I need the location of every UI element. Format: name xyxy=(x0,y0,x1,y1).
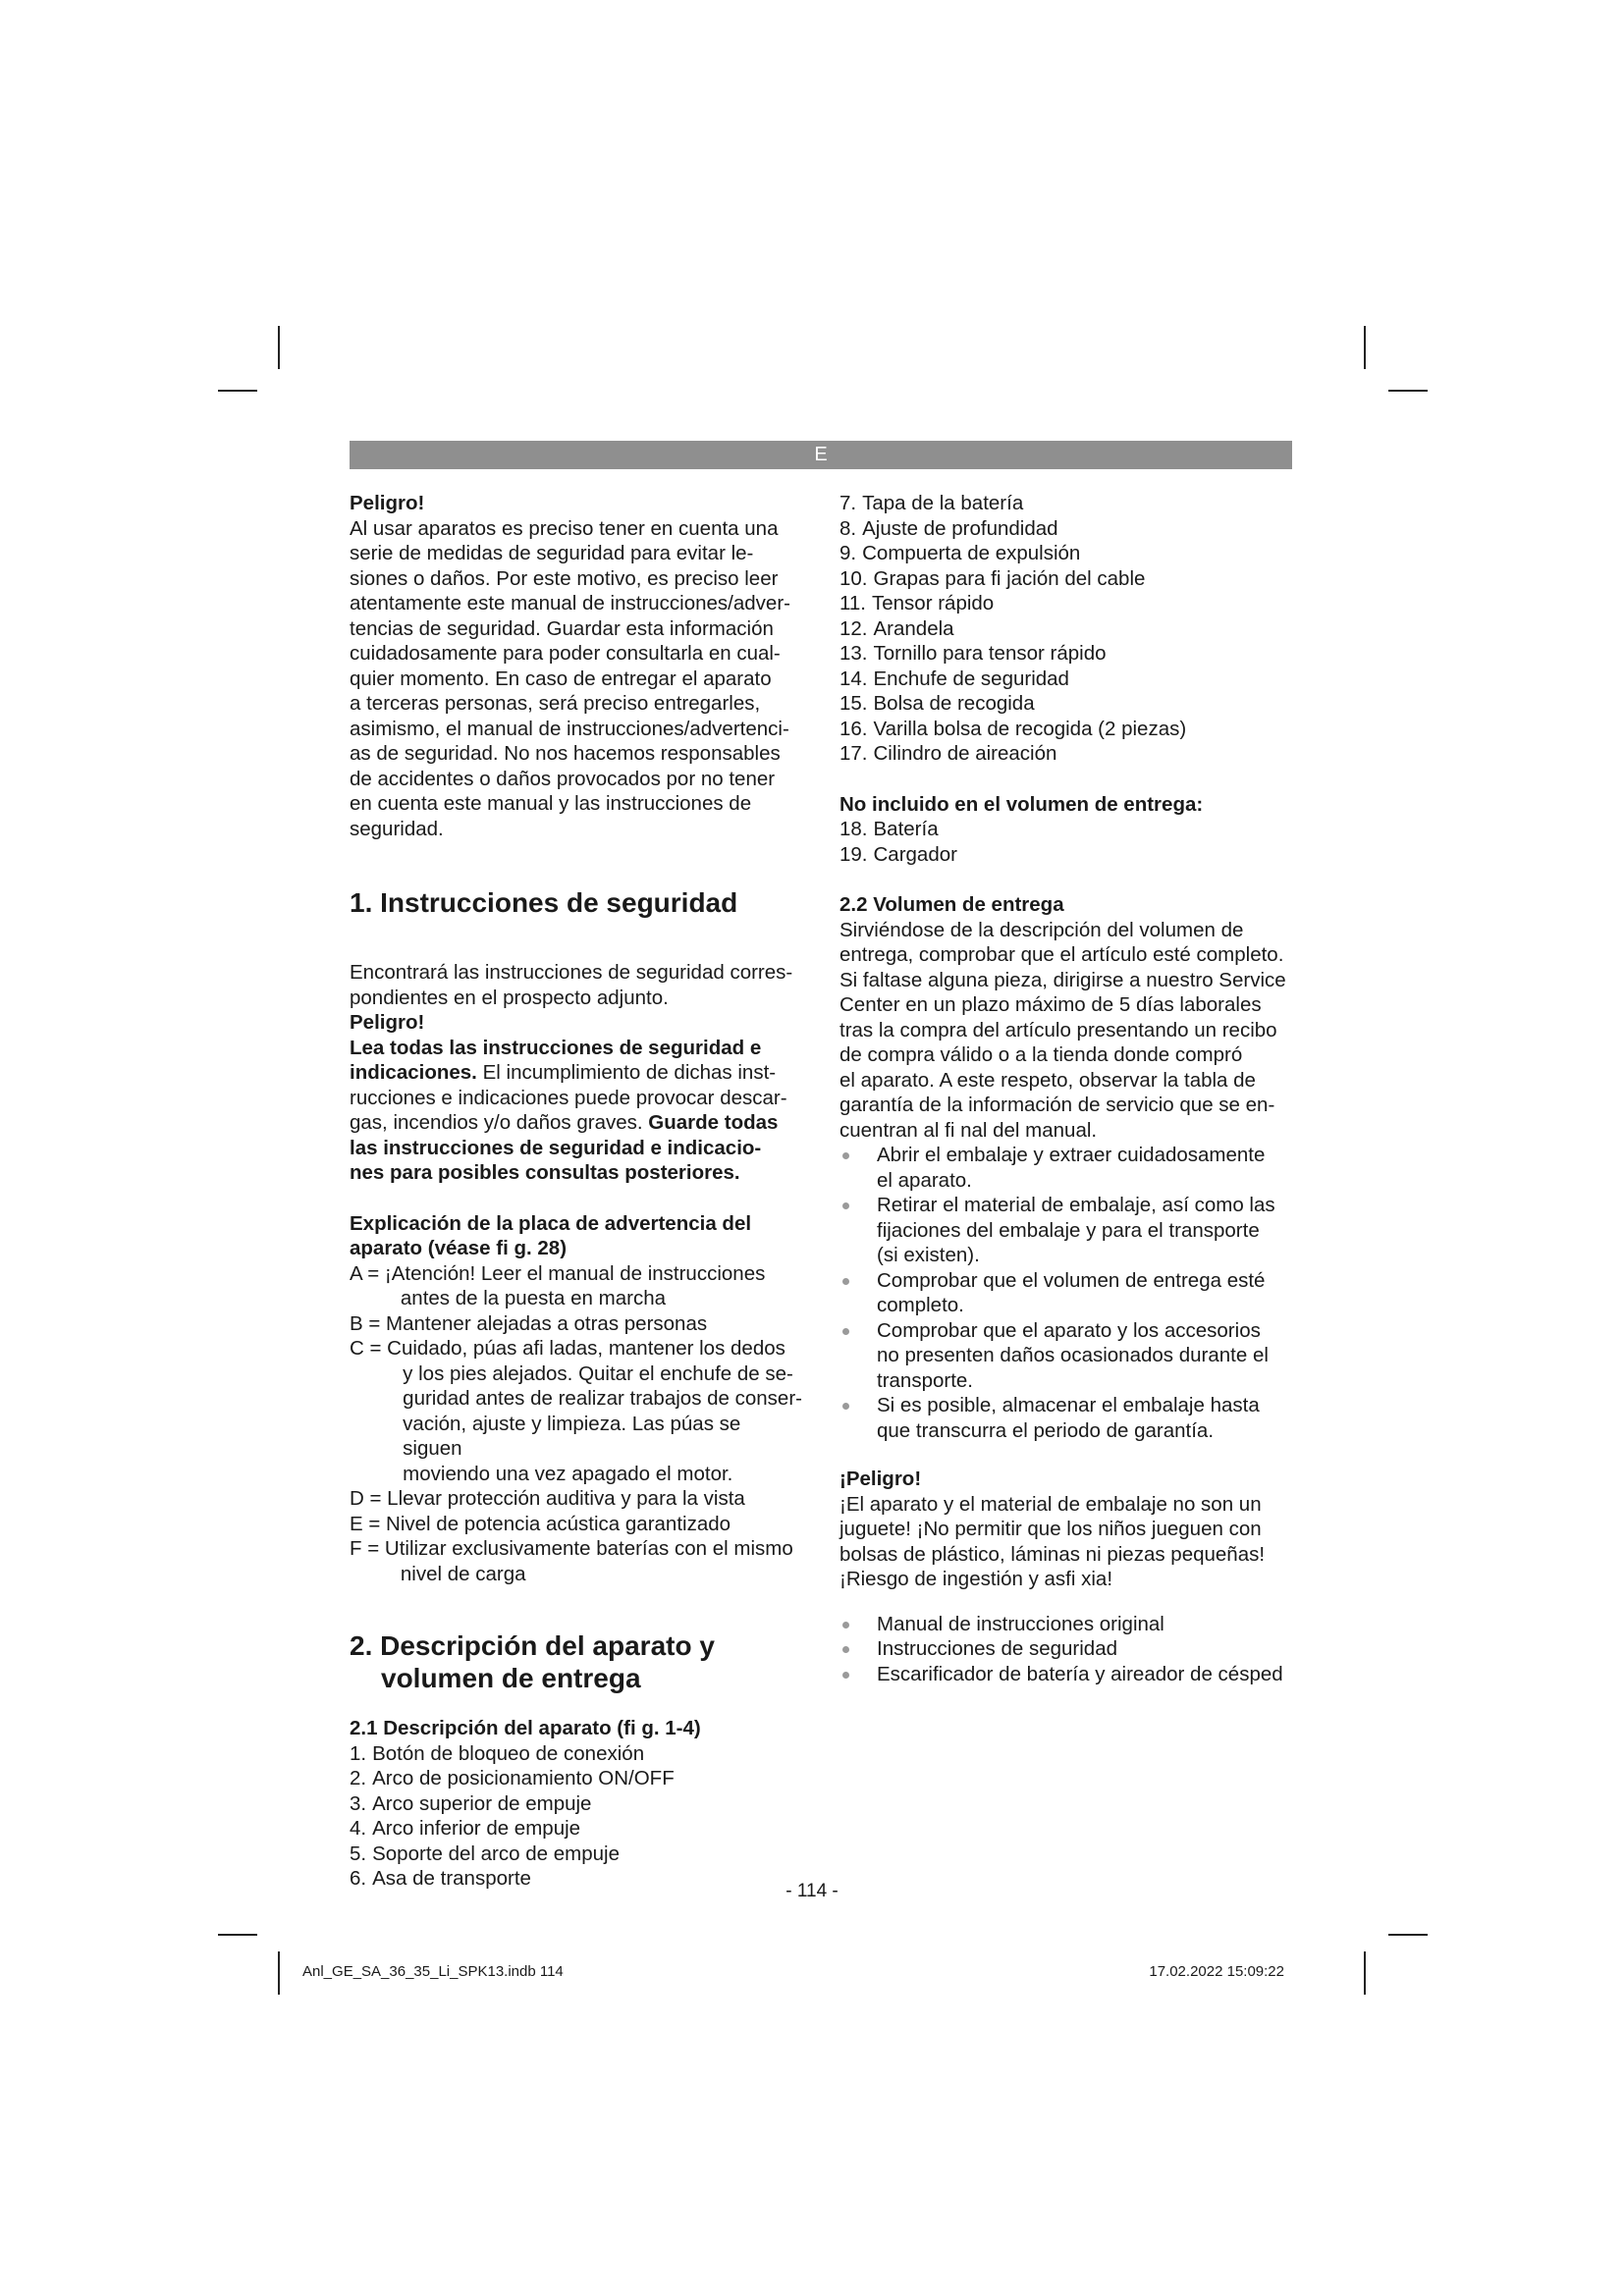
part-item xyxy=(350,1816,803,1842)
step-line: completo. xyxy=(877,1294,964,1316)
delivery-line: de compra válido o a la tienda donde compró xyxy=(839,1043,1243,1066)
part-label: Ajuste de profundidad xyxy=(862,516,1058,540)
danger-label: Peligro! xyxy=(350,1011,425,1034)
danger-line: las instrucciones de seguridad e indicacio- xyxy=(350,1136,762,1159)
part-item xyxy=(839,691,1295,717)
part-item xyxy=(839,566,1295,592)
warning-line: ¡Riesgo de ingestión y asfi xia! xyxy=(839,1568,1113,1590)
part-number: 2. xyxy=(350,1767,367,1789)
step-line: Si es posible, almacenar el embalaje hasta xyxy=(877,1394,1260,1416)
danger-line xyxy=(350,1060,803,1086)
part-label: Bolsa de recogida xyxy=(873,692,1035,715)
section1-line: Encontrará las instrucciones de seguridad corres- xyxy=(350,961,793,984)
plate-value-line: antes de la puesta en marcha xyxy=(400,1287,666,1309)
document-item xyxy=(839,1636,1295,1662)
step-line: el aparato. xyxy=(877,1168,972,1192)
delivery-line: Sirviéndose de la descripción del volumen de xyxy=(839,918,1244,941)
plate-value xyxy=(386,1512,803,1537)
plate-legend-item xyxy=(350,1536,803,1586)
danger-bold-span: indicaciones. xyxy=(350,1061,477,1084)
part-label: Varilla bolsa de recogida (2 piezas) xyxy=(873,717,1187,740)
danger-text-span: El incumplimiento de dichas inst- xyxy=(476,1061,777,1084)
crop-mark xyxy=(218,390,257,392)
section2-title-line: volumen de entrega xyxy=(381,1663,641,1693)
part-number: 19. xyxy=(839,842,868,866)
part-item xyxy=(350,1791,803,1817)
intro-line: tencias de seguridad. Guardar esta información xyxy=(350,616,774,640)
step-line: Abrir el embalaje y extraer cuidadosamente xyxy=(877,1144,1266,1166)
intro-paragraph xyxy=(350,516,803,842)
step-line: Comprobar que el volumen de entrega esté xyxy=(877,1268,1266,1292)
part-number: 17. xyxy=(839,742,868,765)
crop-mark xyxy=(1364,326,1366,369)
part-number: 8. xyxy=(839,516,857,540)
step-line: (si existen). xyxy=(877,1244,980,1266)
part-number: 13. xyxy=(839,642,868,665)
crop-mark xyxy=(1388,1934,1428,1936)
step-line: Comprobar que el aparato y los accesorios xyxy=(877,1318,1261,1342)
part-item xyxy=(839,741,1295,767)
warning-line: juguete! ¡No permitir que los niños jueguen con xyxy=(839,1518,1262,1540)
part-label: Batería xyxy=(873,818,939,840)
intro-line: Al usar aparatos es preciso tener en cuenta una xyxy=(350,516,779,540)
part-label: Asa de transporte xyxy=(372,1867,531,1890)
crop-mark xyxy=(278,1951,280,1995)
plate-key: B = xyxy=(350,1311,387,1335)
plate-legend-item xyxy=(350,1261,803,1311)
plate-legend-item xyxy=(350,1512,803,1537)
part-number: 3. xyxy=(350,1791,367,1815)
danger-bold-span: Guarde todas xyxy=(642,1111,779,1134)
part-number: 14. xyxy=(839,667,868,690)
part-number: 7. xyxy=(839,492,857,514)
part-item xyxy=(839,516,1295,542)
part-number: 4. xyxy=(350,1817,367,1840)
step-item xyxy=(839,1193,1295,1268)
part-item xyxy=(839,591,1295,616)
part-item xyxy=(350,1766,803,1791)
intro-line: de accidentes o daños provocados por no tener xyxy=(350,767,776,790)
subsection-2-2-title: 2.2 Volumen de entrega xyxy=(839,893,1064,916)
plate-value-line: moviendo una vez apagado el motor. xyxy=(403,1462,733,1485)
plate-value xyxy=(385,1536,803,1586)
part-item xyxy=(839,491,1295,516)
document-item xyxy=(839,1612,1295,1637)
footer-filename: Anl_GE_SA_36_35_Li_SPK13.indb 114 xyxy=(302,1963,564,1980)
part-label: Tensor rápido xyxy=(871,592,995,614)
step-line: Retirar el material de embalaje, así como las xyxy=(877,1194,1275,1216)
bullet-icon xyxy=(842,1622,849,1629)
plate-legend-list xyxy=(350,1261,803,1587)
danger-text-span: gas, incendios y/o daños graves. xyxy=(350,1111,643,1134)
part-number: 10. xyxy=(839,566,868,590)
intro-line: en cuenta este manual y las instrucciones de xyxy=(350,792,752,815)
crop-mark xyxy=(1364,1951,1366,1995)
step-item xyxy=(839,1393,1295,1443)
bullet-icon xyxy=(842,1403,849,1410)
subsection-2-1-title: 2.1 Descripción del aparato (fi g. 1-4) xyxy=(350,1717,701,1739)
part-label: Arco inferior de empuje xyxy=(372,1817,581,1840)
step-item xyxy=(839,1318,1295,1394)
plate-key: F = xyxy=(350,1537,385,1560)
intro-line: siones o daños. Por este motivo, es preciso leer xyxy=(350,566,779,590)
part-label: Arco superior de empuje xyxy=(372,1791,592,1815)
part-item xyxy=(839,817,1295,842)
part-label: Grapas para fi jación del cable xyxy=(873,566,1146,590)
plate-value-line: nivel de carga xyxy=(400,1562,526,1585)
part-label: Cargador xyxy=(873,842,957,866)
intro-line: asimismo, el manual de instrucciones/advertenci- xyxy=(350,717,789,740)
warning-heading: ¡Peligro! xyxy=(839,1468,922,1490)
part-label: Tapa de la batería xyxy=(862,492,1024,514)
intro-line: atentamente este manual de instrucciones/adver- xyxy=(350,592,790,614)
parts-list-continued xyxy=(839,491,1295,767)
step-item xyxy=(839,1268,1295,1318)
intro-line: quier momento. En caso de entregar el aparato xyxy=(350,667,772,690)
bullet-icon xyxy=(842,1152,849,1159)
plate-value xyxy=(387,1486,803,1512)
right-column xyxy=(839,491,1295,1686)
part-item xyxy=(839,667,1295,692)
document-item xyxy=(839,1662,1295,1687)
part-label: Enchufe de seguridad xyxy=(873,667,1069,690)
plate-key: A = xyxy=(350,1261,385,1285)
part-label: Soporte del arco de empuje xyxy=(372,1842,620,1865)
section1-paragraph xyxy=(350,960,803,1010)
plate-value-line: ¡Atención! Leer el manual de instrucciones xyxy=(384,1261,766,1285)
part-item xyxy=(839,842,1295,868)
crop-mark xyxy=(278,326,280,369)
plate-legend-item xyxy=(350,1336,803,1486)
part-number: 15. xyxy=(839,692,868,715)
intro-line: a terceras personas, será preciso entregarles, xyxy=(350,692,761,715)
left-column xyxy=(350,491,803,1892)
documents-list xyxy=(839,1612,1295,1687)
plate-value xyxy=(387,1336,803,1486)
part-label: Botón de bloqueo de conexión xyxy=(372,1741,645,1765)
crop-mark xyxy=(1388,390,1428,392)
bullet-icon xyxy=(842,1202,849,1209)
intro-heading: Peligro! xyxy=(350,492,425,514)
document-label: Escarificador de batería y aireador de césped xyxy=(877,1662,1283,1685)
danger-line xyxy=(350,1110,803,1136)
plate-value-line: Utilizar exclusivamente baterías con el mismo xyxy=(384,1537,793,1560)
step-line: transporte. xyxy=(877,1368,973,1392)
plate-value-line: guridad antes de realizar trabajos de conser- xyxy=(403,1387,802,1410)
plate-key: D = xyxy=(350,1487,388,1510)
plate-value-line: Nivel de potencia acústica garantizado xyxy=(386,1512,731,1535)
plate-heading-line: Explicación de la placa de advertencia del xyxy=(350,1211,752,1235)
part-item xyxy=(350,1842,803,1867)
bullet-icon xyxy=(842,1328,849,1335)
danger-line: nes para posibles consultas posteriores. xyxy=(350,1161,740,1184)
warning-line: bolsas de plástico, láminas ni piezas pequeñas! xyxy=(839,1542,1266,1566)
danger-line: Lea todas las instrucciones de seguridad e xyxy=(350,1036,762,1059)
step-item xyxy=(839,1143,1295,1193)
bullet-icon xyxy=(842,1672,849,1679)
part-item xyxy=(839,541,1295,566)
plate-legend-item xyxy=(350,1486,803,1512)
footer-timestamp: 17.02.2022 15:09:22 xyxy=(1149,1963,1284,1980)
unpacking-steps xyxy=(839,1143,1295,1443)
danger-line: rucciones e indicaciones puede provocar descar- xyxy=(350,1086,787,1109)
part-number: 16. xyxy=(839,717,868,740)
step-line: fijaciones del embalaje y para el transporte xyxy=(877,1218,1260,1242)
plate-legend-item xyxy=(350,1311,803,1337)
delivery-line: el aparato. A este respeto, observar la tabla de xyxy=(839,1068,1256,1092)
not-included-heading: No incluido en el volumen de entrega: xyxy=(839,792,1204,816)
section1-title: 1. Instrucciones de seguridad xyxy=(350,887,738,918)
document-label: Manual de instrucciones original xyxy=(877,1612,1164,1635)
plate-heading-line: aparato (véase fi g. 28) xyxy=(350,1237,568,1259)
plate-value-line: vación, ajuste y limpieza. Las púas se siguen xyxy=(403,1412,741,1460)
part-label: Arandela xyxy=(873,616,954,640)
delivery-line: garantía de la información de servicio que se en- xyxy=(839,1094,1275,1116)
delivery-line: tras la compra del artículo presentando un recibo xyxy=(839,1018,1277,1041)
plate-value-line: Mantener alejadas a otras personas xyxy=(386,1311,708,1335)
part-number: 18. xyxy=(839,818,868,840)
part-item xyxy=(839,641,1295,667)
warning-paragraph xyxy=(839,1492,1295,1592)
part-label: Arco de posicionamiento ON/OFF xyxy=(372,1767,675,1789)
intro-line: seguridad. xyxy=(350,817,444,840)
page-number: - 114 - xyxy=(785,1881,839,1901)
plate-value-line: Cuidado, púas afi ladas, mantener los dedos xyxy=(387,1337,785,1360)
part-item xyxy=(839,717,1295,742)
warning-line: ¡El aparato y el material de embalaje no son un xyxy=(839,1492,1262,1516)
delivery-line: Center en un plazo máximo de 5 días laborales xyxy=(839,993,1262,1016)
step-line: no presenten daños ocasionados durante el xyxy=(877,1344,1269,1366)
plate-value-line: y los pies alejados. Quitar el enchufe de se- xyxy=(403,1362,793,1385)
crop-mark xyxy=(218,1934,257,1936)
part-label: Tornillo para tensor rápido xyxy=(873,642,1107,665)
part-number: 1. xyxy=(350,1741,367,1765)
section2-title xyxy=(350,1629,803,1694)
part-number: 5. xyxy=(350,1842,367,1865)
language-tab: E xyxy=(350,441,1292,469)
part-number: 9. xyxy=(839,542,857,564)
plate-key: C = xyxy=(350,1337,388,1360)
plate-heading xyxy=(350,1211,803,1261)
delivery-line: Si faltase alguna pieza, dirigirse a nuestro Service xyxy=(839,968,1286,991)
plate-key: E = xyxy=(350,1512,387,1535)
intro-line: as de seguridad. No nos hacemos responsables xyxy=(350,742,781,765)
document-label: Instrucciones de seguridad xyxy=(877,1637,1118,1660)
part-number: 6. xyxy=(350,1867,367,1890)
intro-line: cuidadosamente para poder consultarla en cual- xyxy=(350,642,781,665)
delivery-line: entrega, comprobar que el artículo esté completo. xyxy=(839,943,1284,966)
step-line: que transcurra el periodo de garantía. xyxy=(877,1418,1215,1442)
delivery-line: cuentran al fi nal del manual. xyxy=(839,1118,1098,1142)
bullet-icon xyxy=(842,1278,849,1285)
plate-value xyxy=(386,1311,803,1337)
not-included-list xyxy=(839,817,1295,867)
danger-paragraph xyxy=(350,1036,803,1186)
parts-list xyxy=(350,1741,803,1892)
intro-line: serie de medidas de seguridad para evitar le- xyxy=(350,542,754,564)
part-label: Cilindro de aireación xyxy=(873,742,1057,765)
plate-value-line: Llevar protección auditiva y para la vista xyxy=(387,1487,745,1510)
section1-line: pondientes en el prospecto adjunto. xyxy=(350,986,669,1009)
part-item xyxy=(839,616,1295,642)
section2-title-line: 2. Descripción del aparato y xyxy=(350,1630,715,1661)
part-label: Compuerta de expulsión xyxy=(862,542,1081,564)
delivery-paragraph xyxy=(839,918,1295,1144)
part-number: 12. xyxy=(839,616,868,640)
plate-value xyxy=(385,1261,803,1311)
part-number: 11. xyxy=(839,592,866,614)
bullet-icon xyxy=(842,1646,849,1653)
part-item xyxy=(350,1741,803,1767)
